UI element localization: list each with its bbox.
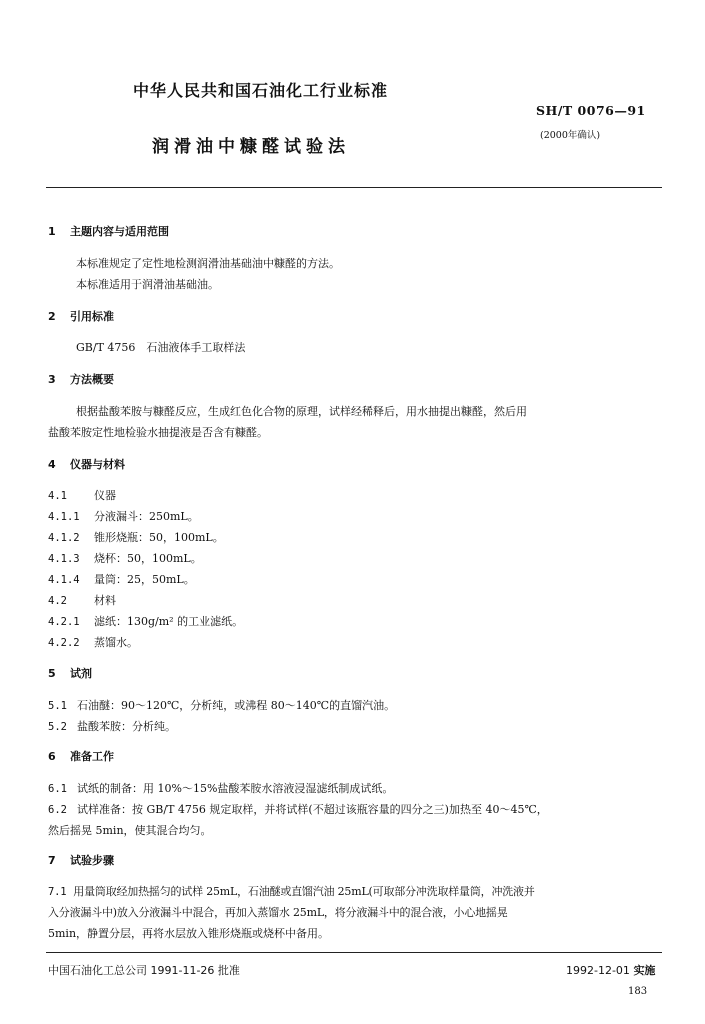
section-7-heading: 7 试验步骤 <box>48 854 114 867</box>
section-1-para-1: 本标准规定了定性地检测润滑油基础油中糠醛的方法。 <box>76 257 340 270</box>
list-item: 4.2.1 滤纸：130g/m² 的工业滤纸。 <box>48 615 244 628</box>
section-4-heading: 4 仪器与材料 <box>48 458 125 471</box>
section-1-heading: 1 主题内容与适用范围 <box>48 225 169 238</box>
org-title: 中华人民共和国石油化工行业标准 <box>133 81 389 100</box>
list-item: 4.1 仪器 <box>48 489 116 502</box>
document-title: 润滑油中糠醛试验法 <box>152 137 350 157</box>
list-item: 5.1 石油醚：90～120℃，分析纯，或沸程 80～140℃的直馏汽油。 <box>48 699 396 712</box>
page-number: 183 <box>628 986 648 997</box>
list-item: 4.2.2 蒸馏水。 <box>48 636 138 649</box>
list-item: 4.1.1 分液漏斗：250mL。 <box>48 510 199 523</box>
section-3-heading: 3 方法概要 <box>48 373 114 386</box>
section-7-line-2: 入分液漏斗中)放入分液漏斗中混合，再加入蒸馏水 25mL，将分液漏斗中的混合液，小心地摇晃 <box>48 906 508 919</box>
list-item: 4.1.4 量筒：25，50mL。 <box>48 573 195 586</box>
standard-code: SH/T 0076—91 <box>536 103 646 118</box>
section-6-heading: 6 准备工作 <box>48 750 114 763</box>
confirm-note: (2000年确认) <box>540 130 601 141</box>
list-item: 4.2 材料 <box>48 594 116 607</box>
implementation-note: 1992-12-01 实施 <box>566 964 656 977</box>
section-7-line-3: 5min，静置分层，再将水层放入锥形烧瓶或烧杯中备用。 <box>48 927 330 940</box>
list-item: 4.1.3 烧杯：50，100mL。 <box>48 552 202 565</box>
footer-divider <box>46 952 662 953</box>
section-2-reference: GB/T 4756 石油液体手工取样法 <box>76 341 246 354</box>
list-item: 5.2 盐酸苯胺：分析纯。 <box>48 720 176 733</box>
section-6-item-1: 6.1 试纸的制备：用 10%～15%盐酸苯胺水溶液浸湿滤纸制成试纸。 <box>48 782 394 795</box>
section-6-item-2: 6.2 试样准备：按 GB/T 4756 规定取样，并将试样(不超过该瓶容量的四分之三)加热至 40～45℃， <box>48 803 548 816</box>
section-7-line-1: 7.1 用量筒取经加热摇匀的试样 25mL，石油醚或直馏汽油 25mL(可取部分冲洗取样量筒，冲洗液并 <box>48 885 535 898</box>
section-2-heading: 2 引用标准 <box>48 310 114 323</box>
section-6-item-2-cont: 然后摇晃 5min，使其混合均匀。 <box>48 824 212 837</box>
section-1-para-2: 本标准适用于润滑油基础油。 <box>76 278 219 291</box>
section-3-line-1: 根据盐酸苯胺与糠醛反应，生成红色化合物的原理，试样经稀释后，用水抽提出糠醛，然后用 <box>76 405 527 418</box>
section-5-heading: 5 试剂 <box>48 667 92 680</box>
header-divider <box>46 187 662 188</box>
section-3-line-2: 盐酸苯胺定性地检验水抽提液是否含有糠醛。 <box>48 426 268 439</box>
list-item: 4.1.2 锥形烧瓶：50，100mL。 <box>48 531 224 544</box>
approval-note: 中国石油化工总公司 1991-11-26 批准 <box>48 964 240 977</box>
